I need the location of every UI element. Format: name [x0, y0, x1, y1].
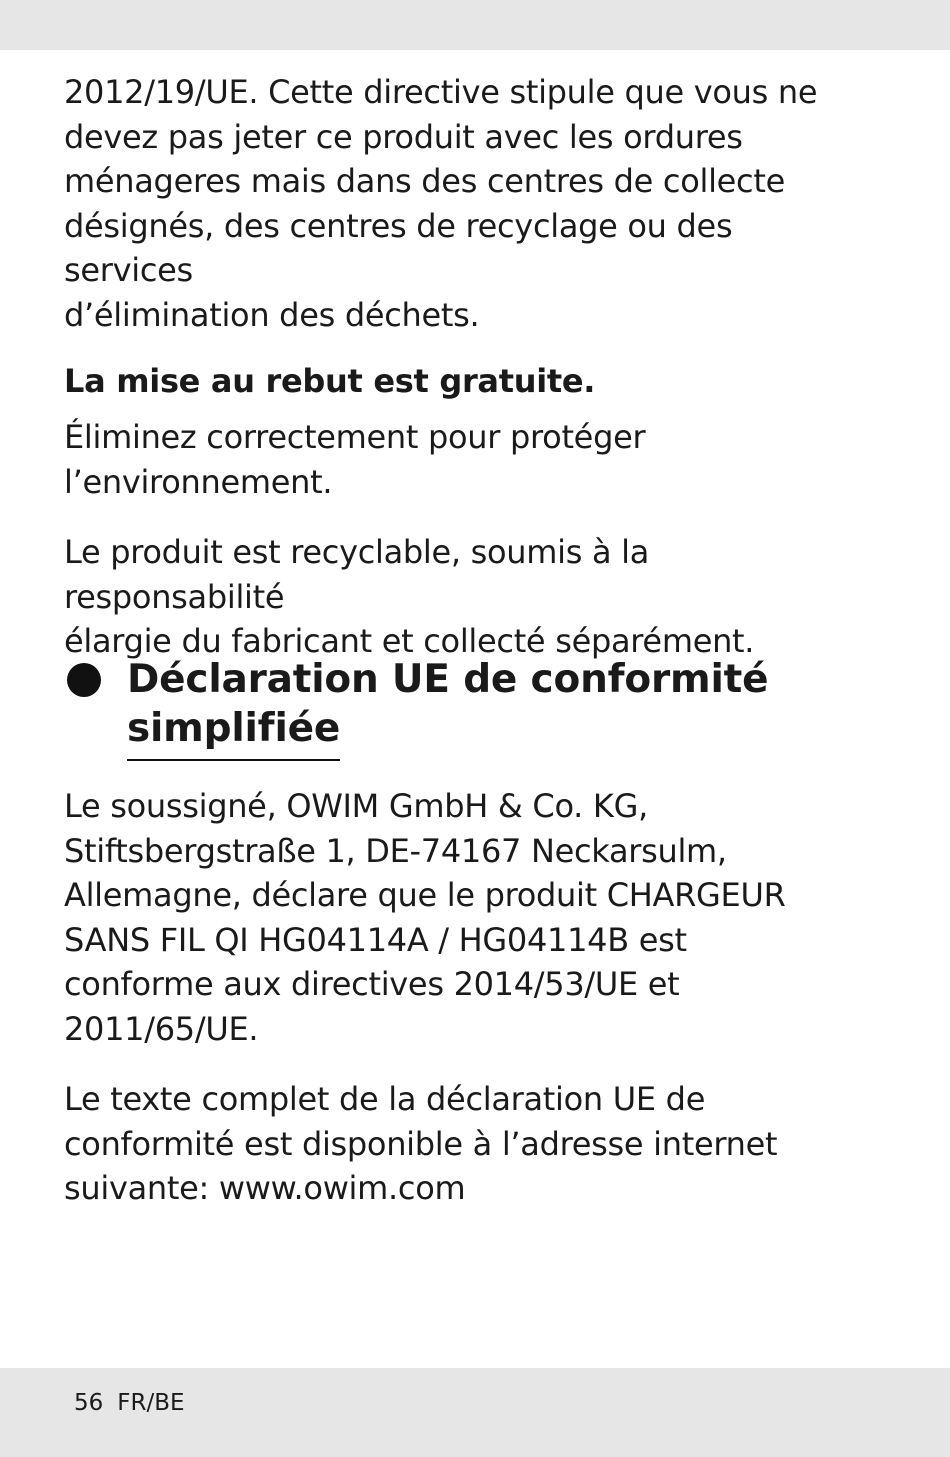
section-heading [64, 655, 884, 761]
page-footer [74, 1387, 199, 1419]
top-band [0, 0, 950, 50]
paragraph-weee-directive: 2012/19/UE. Cette directive stipule que vous ne devez pas jeter ce produit avec les ordures ménageres mais dans des centres de collecte désignés, des centres de recyclage ou des services d’élimination des déchets. [64, 73, 818, 334]
paragraph-environment: Éliminez correctement pour protéger l’environnement. [64, 418, 646, 501]
page-content [64, 70, 864, 664]
bullet-icon [67, 663, 101, 697]
paragraph-declaration: Le soussigné, OWIM GmbH & Co. KG, Stiftsbergstraße 1, DE-74167 Neckarsulm, Allemagne, déclare que le produit CHARGEUR SANS FIL QI HG04114A / HG04114B est conforme aux directives 2014/53/UE et 2011/65/UE. [64, 787, 786, 1048]
paragraph-full-text: Le texte complet de la déclaration UE de conformité est disponible à l’adresse internet suivante: www.owim.com [64, 1080, 778, 1207]
bold-statement: La mise au rebut est gratuite. [64, 362, 596, 400]
section-heading-line1: Déclaration UE de conformité [127, 657, 769, 702]
locale-label: FR/BE [117, 1390, 185, 1416]
paragraph-recyclable: Le produit est recyclable, soumis à la responsabilité élargie du fabricant et collecté séparément. [64, 533, 755, 660]
page-number: 56 [74, 1390, 104, 1416]
declaration-content [64, 784, 864, 1211]
section-heading-line2: simplifiée [127, 704, 340, 761]
